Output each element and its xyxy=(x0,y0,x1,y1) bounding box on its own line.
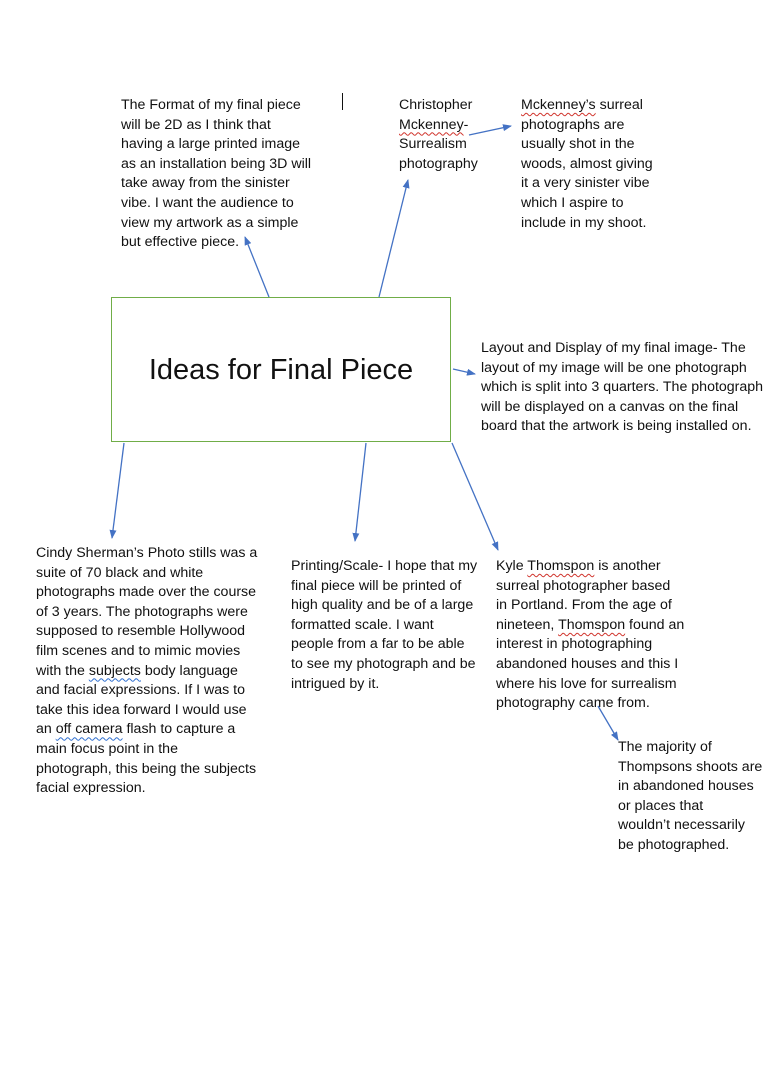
thomspon-note-word2: Thomspon xyxy=(558,616,626,633)
arrow-to-layout-note xyxy=(453,369,475,374)
arrow-to-printing-note xyxy=(355,443,366,541)
thomspon-note-part1: Kyle xyxy=(496,558,528,574)
arrow-to-mckenney-note xyxy=(469,126,511,135)
layout-note: Layout and Display of my final image- The layout of my image will be one photograph which is split into 3 quarters. The photograph will be displayed on a canvas on the final board that the artwork is being installed on. xyxy=(481,340,764,435)
format-note: The Format of my final piece will be 2D as I think that having a large printed image as an installation being 3D will take away from the sinister vibe. I want the audience to view my artwork as a simple but effective piece. xyxy=(121,97,312,251)
mckenney-title-line3: Surrealism xyxy=(399,136,467,153)
mckenney-note-name: Mckenney’s xyxy=(521,97,596,113)
sherman-note-word2: off camera xyxy=(55,721,123,738)
mckenney-title-line1: Christopher xyxy=(399,97,473,113)
mckenney-dash: - xyxy=(463,116,469,133)
printing-note: Printing/Scale- I hope that my final piece will be printed of high quality and be of a large formatted scale. I want people from a far to be able to see my photograph and be intrigued by it. xyxy=(291,558,478,692)
arrow-to-sherman-note xyxy=(112,443,124,538)
thompsons-note: The majority of Thompsons shoots are in abandoned houses or places that wouldn’t necessarily be photographed. xyxy=(618,739,763,853)
mckenney-title-line4: photography xyxy=(399,155,478,172)
arrow-to-thomspon-note xyxy=(452,443,498,550)
sherman-note-part3: flash to capture a main focus point in the photograph, this being the subjects facial expression. xyxy=(36,721,257,797)
sherman-note-word1: subjects xyxy=(88,662,141,679)
thomspon-note-word1: Thomspon xyxy=(527,558,595,574)
mckenney-note-rest1: surreal xyxy=(595,97,643,113)
thomspon-note-part2: is another surreal photographer based in Portland. From the age of nineteen, xyxy=(496,558,672,633)
central-title: Ideas for Final Piece xyxy=(148,353,414,386)
mckenney-note-rest: photographs are usually shot in the woods, almost giving it a very sinister vibe which I aspire to include in my shoot. xyxy=(521,116,653,231)
sherman-note-part1: Cindy Sherman’s Photo stills was a suite of 70 black and white photographs made over the course of 3 years. The photographs were supposed to resemble Hollywood film scenes and to mimic movies with the xyxy=(36,545,258,679)
arrow-to-format-note xyxy=(245,237,269,297)
arrow-to-thompsons-note xyxy=(598,706,618,740)
sherman-note-part2: body language and facial expressions. If I was to take this idea forward I would use an xyxy=(36,662,247,738)
thomspon-note-part3: found an interest in photographing abandoned houses and this I where his love for surrealism photography came from. xyxy=(496,616,685,712)
arrow-to-mckenney-title xyxy=(379,180,408,297)
mckenney-name: Mckenney xyxy=(399,116,464,133)
